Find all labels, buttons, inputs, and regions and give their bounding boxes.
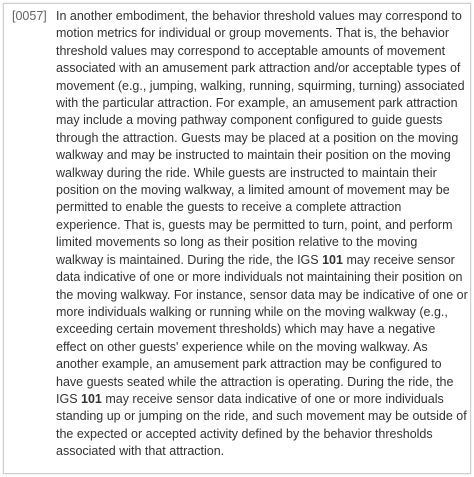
text-line: the expected or accepted activity defined by the behavior thresholds — [56, 426, 433, 441]
text-line: may include a moving pathway component configured to guide guests — [56, 113, 443, 128]
text-line: data indicative of one or more individuals not maintaining their position on — [56, 270, 463, 285]
reference-numeral: 101 — [81, 391, 102, 406]
text-line: effect on other guests' experience while on the moving walkway. As — [56, 339, 428, 354]
text-segment: may receive sensor data indicative of one or more individuals — [101, 391, 444, 406]
text-line: through the attraction. Guests may be placed at a position on the moving — [56, 130, 459, 145]
text-line — [56, 391, 460, 408]
text-line: motion metrics for individual or group movements. That is, the behavior — [56, 26, 450, 41]
text-line: experience. That is, guests may be permitted to turn, point, and perform — [56, 217, 453, 232]
text-segment: walkway is maintained. During the ride, the IGS — [56, 252, 323, 267]
text-line: standing up or jumping on the ride, and such movement may be outside of — [56, 409, 467, 424]
text-line: more individuals walking or running while on the moving walkway (e.g., — [56, 304, 448, 319]
text-line: the moving walkway. For instance, sensor data may be indicative of one or — [56, 287, 468, 302]
text-line: with the particular attraction. For example, an amusement park attraction — [56, 96, 458, 111]
paragraph-number: [0057] — [12, 9, 47, 23]
text-line: In another embodiment, the behavior threshold values may correspond to — [56, 9, 462, 23]
text-line: position on the moving walkway, a limited amount of movement may be — [56, 183, 450, 198]
text-line: have guests seated while the attraction is operating. During the ride, the — [56, 374, 454, 389]
text-line: walkway during the ride. While guests are instructed to maintain their — [56, 165, 437, 180]
text-segment: may receive sensor — [342, 252, 455, 267]
reference-numeral: 101 — [322, 252, 343, 267]
text-line: another example, an amusement park attraction may be configured to — [56, 357, 442, 372]
text-segment: IGS — [56, 391, 82, 406]
text-line: threshold values may correspond to acceptable amounts of movement — [56, 43, 446, 58]
paragraph-0057 — [12, 8, 468, 461]
text-line: movement (e.g., jumping, walking, running, squirming, turning) associated — [56, 78, 465, 93]
text-line: associated with that attraction. — [56, 444, 225, 459]
text-line: associated with an amusement park attraction and/or acceptable types of — [56, 61, 461, 76]
text-line: exceeding certain movement thresholds) which may have a negative — [56, 322, 436, 337]
paragraph-body — [12, 8, 468, 461]
text-line: permitted to enable the guests to receive a complete attraction — [56, 200, 402, 215]
text-line: limited movements so long as their position relative to the moving — [56, 235, 418, 250]
text-line: walkway and may be instructed to maintain their position on the moving — [56, 148, 451, 163]
text-line — [56, 252, 460, 269]
